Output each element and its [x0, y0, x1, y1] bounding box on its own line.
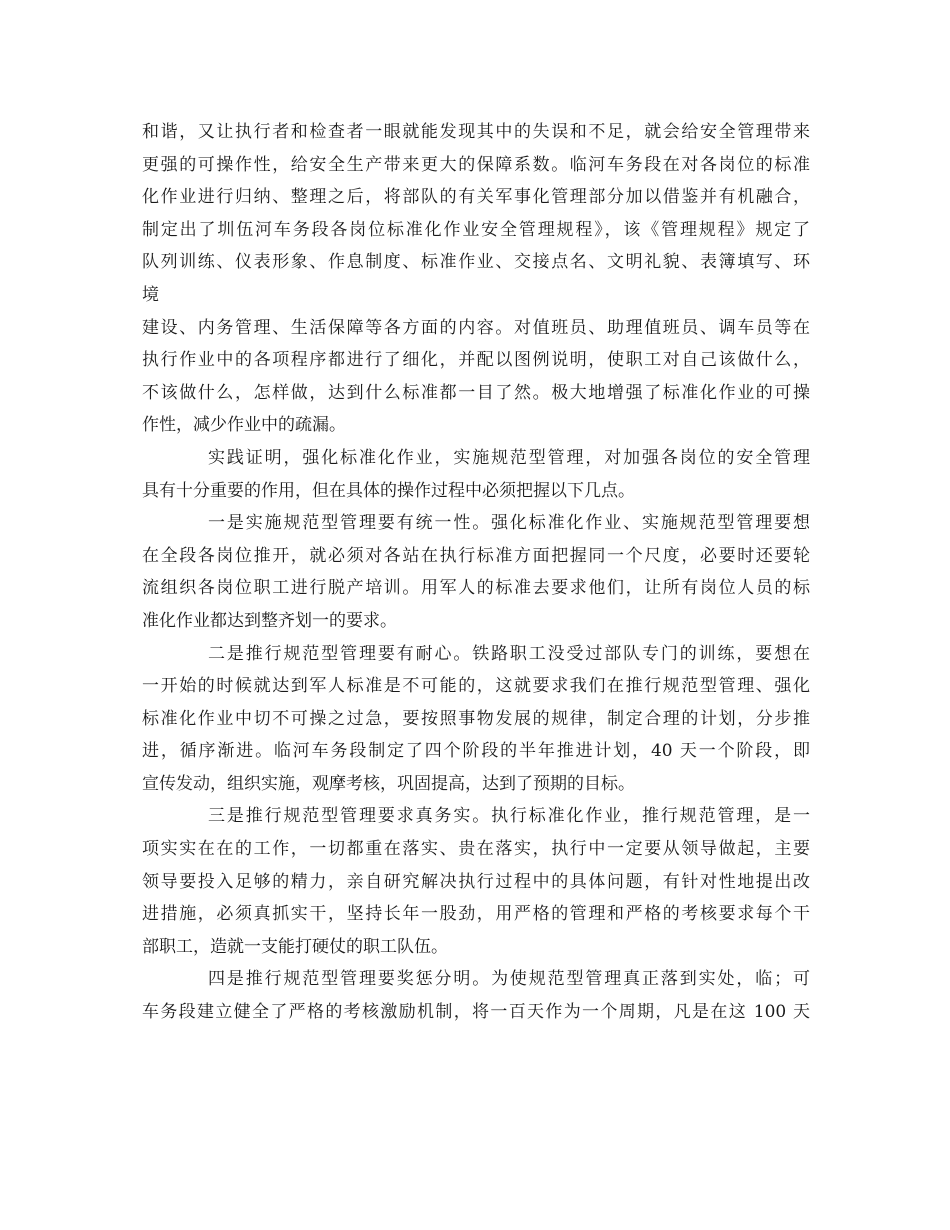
text-line: 和谐，又让执行者和检查者一眼就能发现其中的失误和不足，就会给安全管理带来 — [142, 122, 810, 142]
text-line: 领导要投入足够的精力，亲自研究解决执行过程中的具体问题，有针对性地提出改 — [142, 871, 810, 892]
text-line: 队列训练、仪表形象、作息制度、标准作业、交接点名、文明礼貌、表簿填写、环 — [142, 252, 810, 273]
text-line: 进措施，必须真抓实干，坚持长年一股劲，用严格的管理和严格的考核要求每个干 — [142, 904, 810, 925]
text-line: 三是推行规范型管理要求真务实。执行标准化作业，推行规范管理，是一 — [208, 806, 810, 827]
text-line: 更强的可操作性，给安全生产带来更大的保障系数。临河车务段在对各岗位的标准 — [142, 154, 810, 175]
text-line: 项实实在在的工作，一切都重在落实、贵在落实，执行中一定要从领导做起，主要 — [142, 839, 810, 860]
text-line: 具有十分重要的作用，但在具体的操作过程中必须把握以下几点。 — [142, 480, 635, 501]
text-line: 制定出了圳伍河车务段各岗位标准化作业安全管理规程》，该《管理规程》规定了 — [142, 219, 810, 240]
text-line: 宣传发动，组织实施，观摩考核，巩固提高，达到了预期的目标。 — [142, 773, 635, 794]
text-line: 不该做什么，怎样做，达到什么标准都一目了然。极大地增强了标准化作业的可操 — [142, 382, 810, 403]
text-line: 执行作业中的各项程序都进行了细化，并配以图例说明，使职工对自己该做什么， — [142, 350, 810, 371]
text-line: 在全段各岗位推开，就必须对各站在执行标准方面把握同一个尺度，必要时还要轮 — [142, 545, 810, 566]
text-line: 实践证明，强化标准化作业，实施规范型管理，对加强各岗位的安全管理 — [208, 447, 810, 468]
text-line: 一开始的时候就达到军人标准是不可能的，这就要求我们在推行规范型管理、强化 — [142, 676, 810, 697]
text-line: 标准化作业中切不可操之过急，要按照事物发展的规律，制定合理的计划，分步推 — [142, 708, 810, 729]
text-line: 车务段建立健全了严格的考核激励机制，将一百天作为一个周期，凡是在这 100 天 — [142, 1002, 810, 1023]
text-line: 一是实施规范型管理要有统一性。强化标准化作业、实施规范型管理要想 — [208, 513, 810, 534]
text-line: 境 — [142, 284, 159, 305]
text-line: 作性，减少作业中的疏漏。 — [142, 415, 346, 436]
text-line: 进，循序渐进。临河车务段制定了四个阶段的半年推进计划，40 天一个阶段，即 — [142, 741, 810, 762]
text-line: 化作业进行归纳、整理之后，将部队的有关军事化管理部分加以借鉴并有机融合， — [142, 187, 810, 208]
text-line: 部职工，造就一支能打硬仗的职工队伍。 — [142, 936, 448, 957]
text-line: 四是推行规范型管理要奖惩分明。为使规范型管理真正落到实处，临；可 — [208, 969, 810, 990]
text-line: 准化作业都达到整齐划一的要求。 — [142, 610, 397, 631]
text-line: 流组织各岗位职工进行脱产培训。用军人的标准去要求他们，让所有岗位人员的标 — [142, 578, 810, 599]
text-line: 建设、内务管理、生活保障等各方面的内容。对值班员、助理值班员、调车员等在 — [142, 317, 810, 338]
text-line: 二是推行规范型管理要有耐心。铁路职工没受过部队专门的训练，要想在 — [208, 643, 810, 664]
document-body — [142, 116, 810, 1029]
